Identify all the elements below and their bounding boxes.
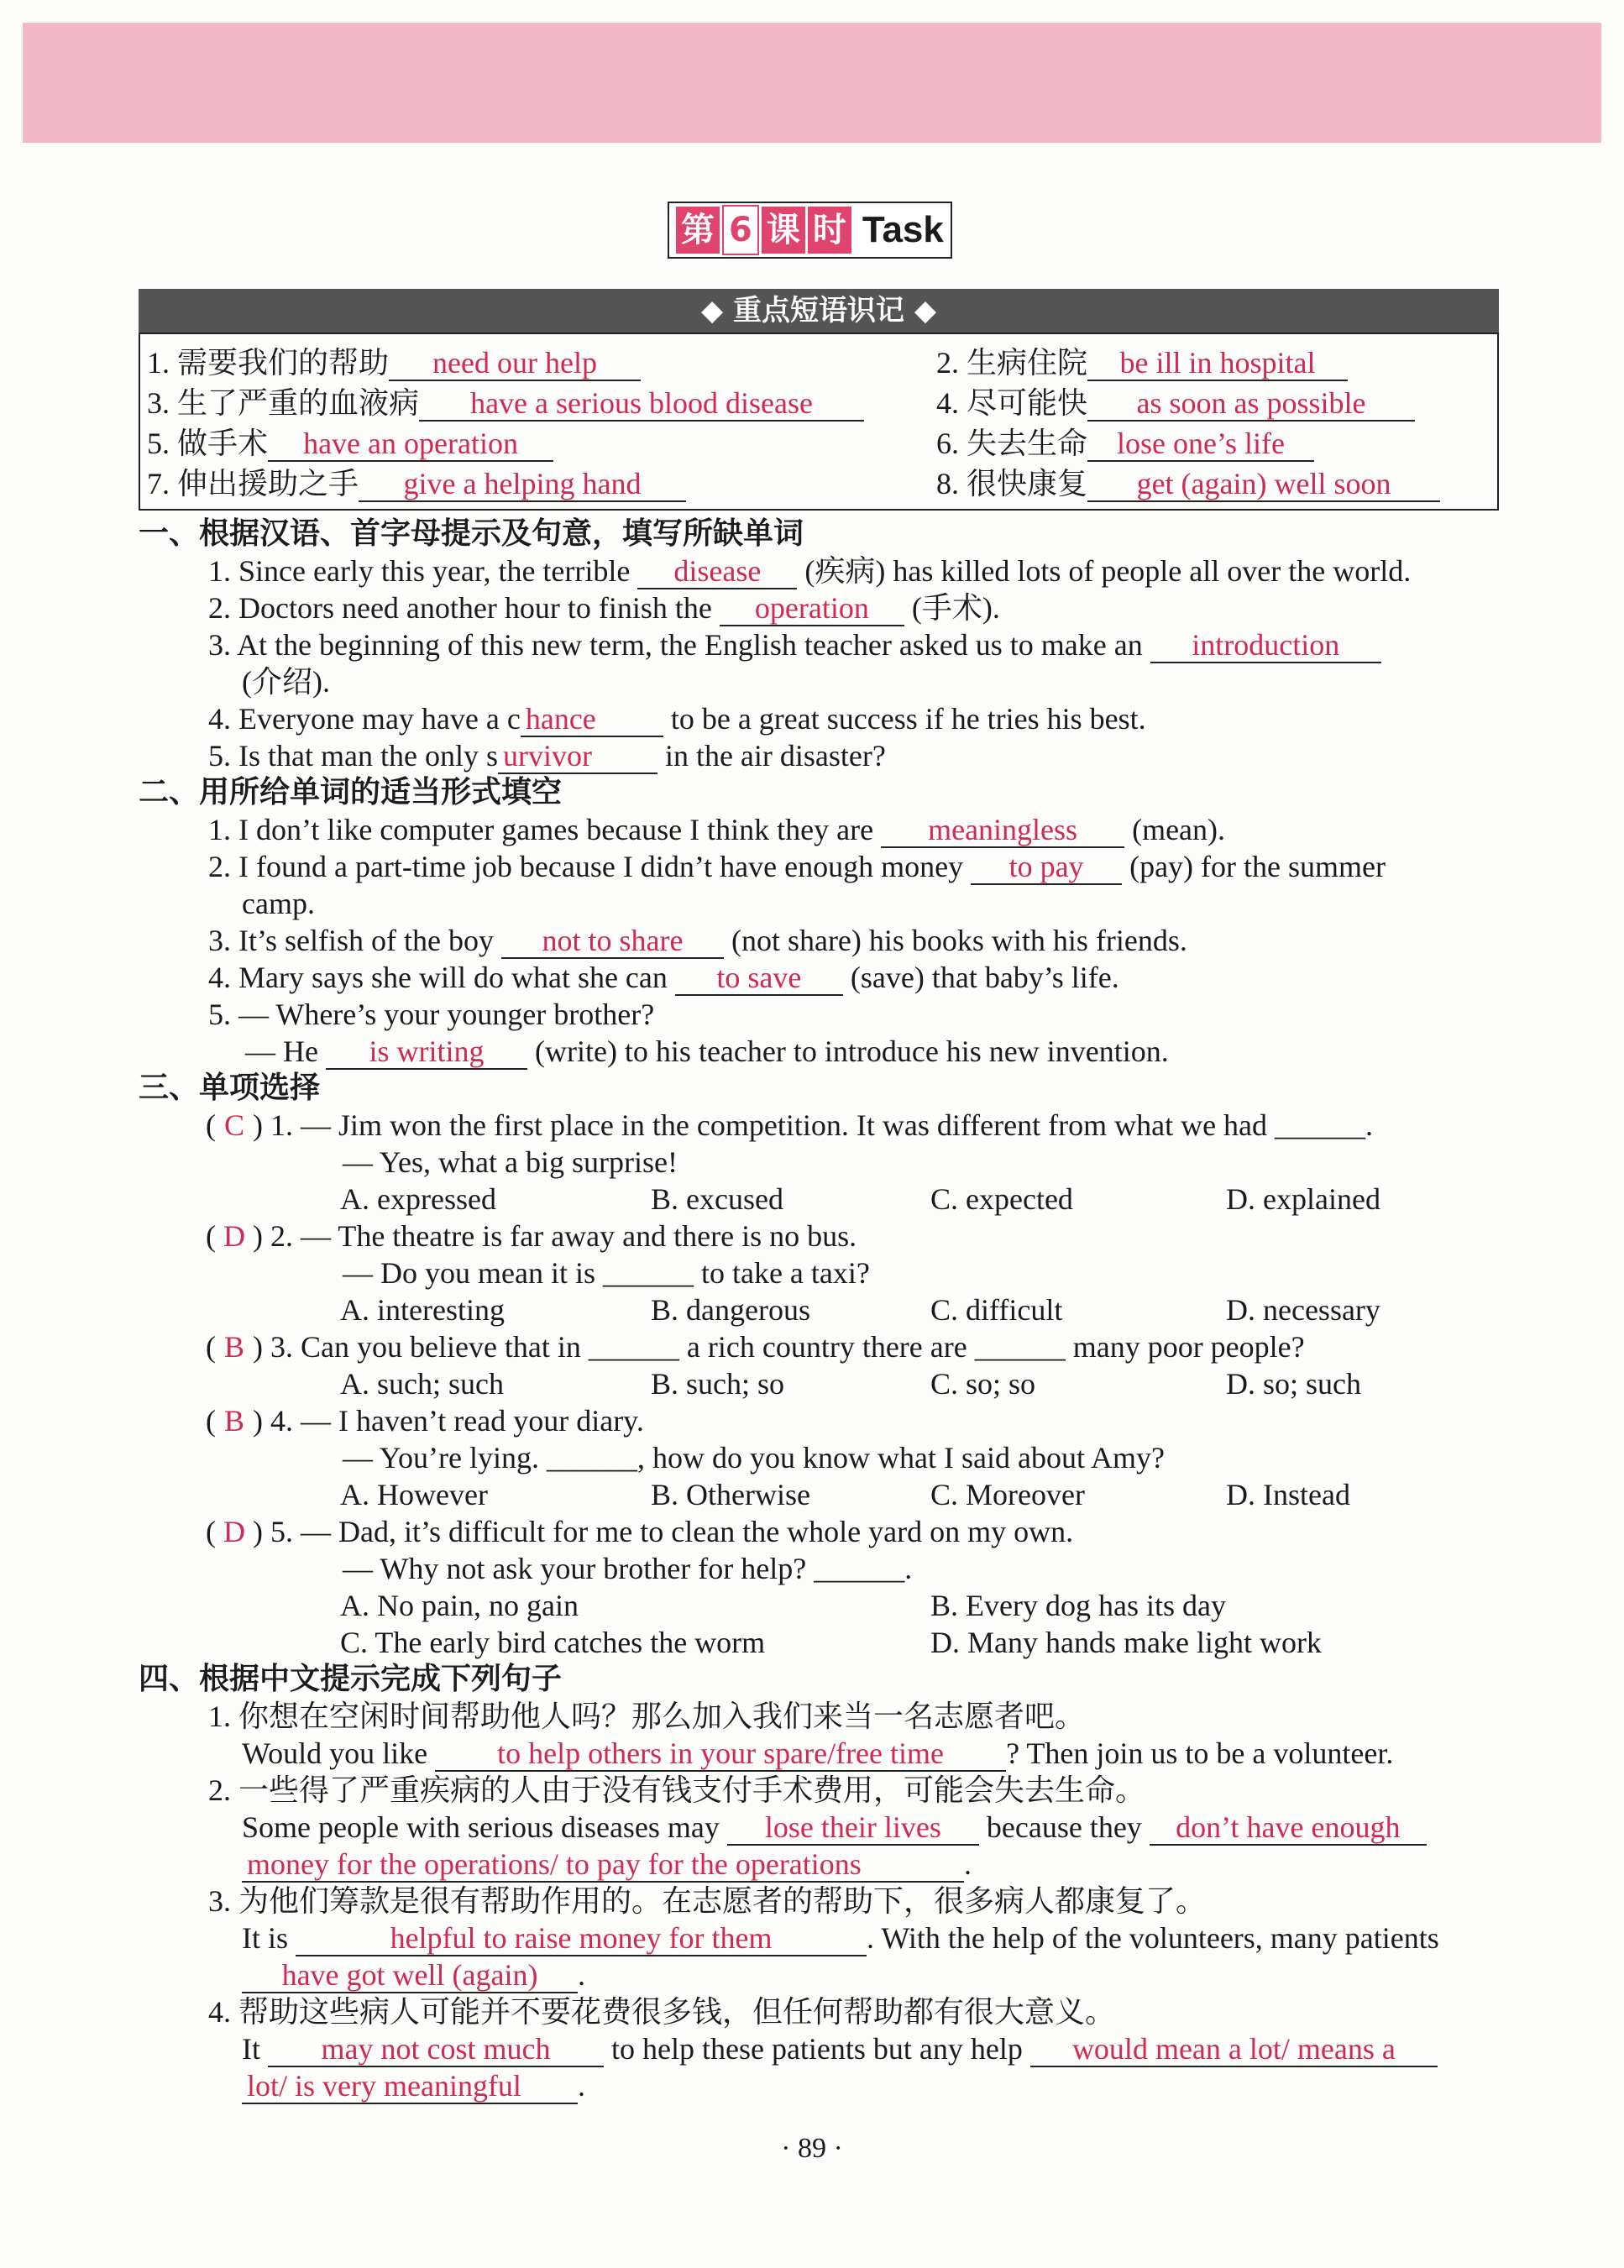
s2-q2-cont: camp. <box>242 887 315 920</box>
s2-q1-answer[interactable]: meaningless <box>881 813 1124 848</box>
section-2-heading: 二、用所给单词的适当形式填空 <box>139 775 563 809</box>
phrase-answer[interactable]: have an operation <box>268 427 553 462</box>
s4-q3-answer[interactable]: helpful to raise money for them <box>296 1921 867 1956</box>
phrase-answer[interactable]: give a helping hand <box>359 467 686 502</box>
mcq-option[interactable]: A. expressed <box>340 1182 496 1216</box>
s4-q3-cont: have got well (again) . <box>242 1956 585 1993</box>
mcq-option[interactable]: B. Otherwise <box>651 1478 810 1511</box>
mcq-option[interactable]: B. such; so <box>651 1367 785 1401</box>
title-char: 时 <box>808 207 851 254</box>
s1-q3: 3. At the beginning of this new term, the English teacher asked us to make an introduction <box>208 626 1381 663</box>
s1-q5-answer[interactable]: urvivor <box>498 739 657 774</box>
s4-q4-cont: lot/ is very meaningful . <box>242 2067 585 2104</box>
s1-q1-answer[interactable]: disease <box>637 554 797 589</box>
s4-q2-answer[interactable]: lose their lives <box>727 1810 979 1846</box>
s4-q4-answer3[interactable]: lot/ is very meaningful <box>242 2069 578 2104</box>
mcq-option[interactable]: C. expected <box>930 1182 1073 1216</box>
mcq-2: ( D ) 2. — The theatre is far away and there is no bus. <box>206 1219 857 1253</box>
lesson-title <box>668 202 952 259</box>
s4-q1-chinese: 1. 你想在空闲时间帮助他人吗？那么加入我们来当一名志愿者吧。 <box>208 1700 1086 1733</box>
title-char: 课 <box>762 207 805 254</box>
mcq-option[interactable]: B. excused <box>651 1182 783 1216</box>
s1-q3-cont: (介绍). <box>242 665 330 699</box>
s1-q4-answer[interactable]: hance <box>521 702 663 737</box>
s4-q4: It may not cost much to help these patients but any help would mean a lot/ means a <box>242 2030 1438 2067</box>
mcq-option[interactable]: A. such; such <box>340 1367 504 1401</box>
s4-q1-answer[interactable]: to help others in your spare/free time <box>435 1736 1006 1772</box>
phrase-answer[interactable]: have a serious blood disease <box>419 386 864 422</box>
s4-q2: Some people with serious diseases may lose their lives because they don’t have enough <box>242 1809 1427 1846</box>
phrase-item: 8. 很快康复 get (again) well soon <box>936 465 1440 502</box>
mcq-answer[interactable]: C <box>223 1108 244 1142</box>
mcq-2-stem2: — Do you mean it is ______ to take a taxi? <box>343 1256 870 1290</box>
s4-q2-answer2[interactable]: don’t have enough <box>1150 1810 1427 1846</box>
mcq-answer[interactable]: B <box>223 1330 244 1364</box>
phrase-item: 6. 失去生命 lose one’s life <box>936 425 1314 462</box>
s4-q1: Would you like to help others in your spare/free time ? Then join us to be a volunteer. <box>242 1736 1394 1770</box>
phrase-answer[interactable]: as soon as possible <box>1087 386 1415 422</box>
s4-q3-answer2[interactable]: have got well (again) <box>242 1958 578 1993</box>
mcq-answer[interactable]: D <box>223 1515 245 1548</box>
mcq-4-stem2: — You’re lying. ______, how do you know what I said about Amy? <box>343 1441 1165 1474</box>
mcq-option[interactable]: C. difficult <box>930 1293 1063 1327</box>
mcq-4: ( B ) 4. — I haven’t read your diary. <box>206 1404 644 1438</box>
mcq-5-stem2: — Why not ask your brother for help? ______. <box>343 1552 913 1585</box>
phrase-item: 5. 做手术 have an operation <box>147 425 553 462</box>
s2-q3: 3. It’s selfish of the boy not to share (not share) his books with his friends. <box>208 924 1187 957</box>
s2-q4-answer[interactable]: to save <box>675 961 843 996</box>
phrases-header: ◆ 重点短语识记 ◆ <box>139 289 1499 333</box>
s2-q5a: 5. — Where’s your younger brother? <box>208 998 655 1031</box>
phrase-item: 4. 尽可能快 as soon as possible <box>936 385 1415 422</box>
phrase-item: 1. 需要我们的帮助 need our help <box>147 344 641 381</box>
phrase-item: 7. 伸出援助之手 give a helping hand <box>147 465 686 502</box>
mcq-option[interactable]: A. No pain, no gain <box>340 1589 579 1622</box>
s4-q4-chinese: 4. 帮助这些病人可能并不要花费很多钱，但任何帮助都有很大意义。 <box>208 1995 1116 2029</box>
mcq-option[interactable]: D. Many hands make light work <box>930 1626 1322 1659</box>
s4-q2-cont: money for the operations/ to pay for the operations . <box>242 1846 972 1883</box>
phrase-item: 2. 生病住院 be ill in hospital <box>936 344 1348 381</box>
mcq-option[interactable]: C. so; so <box>930 1367 1036 1401</box>
s2-q5: — He is writing (write) to his teacher to introduce his new invention. <box>245 1034 1169 1068</box>
page-number: · 89 · <box>781 2133 843 2164</box>
mcq-5: ( D ) 5. — Dad, it’s difficult for me to clean the whole yard on my own. <box>206 1515 1074 1548</box>
mcq-option[interactable]: B. Every dog has its day <box>930 1589 1226 1622</box>
s2-q5-answer[interactable]: is writing <box>326 1034 527 1070</box>
phrase-answer[interactable]: be ill in hospital <box>1087 346 1348 381</box>
section-4-heading: 四、根据中文提示完成下列句子 <box>139 1662 563 1696</box>
phrase-item: 3. 生了严重的血液病 have a serious blood disease <box>147 385 864 422</box>
mcq-1-stem2: — Yes, what a big surprise! <box>343 1145 678 1179</box>
s2-q3-answer[interactable]: not to share <box>501 924 724 959</box>
title-lesson-number: 6 <box>722 205 759 255</box>
s1-q1: 1. Since early this year, the terrible disease (疾病) has killed lots of people all over the world. <box>208 554 1412 588</box>
s2-q4: 4. Mary says she will do what she can to save (save) that baby’s life. <box>208 961 1119 994</box>
s4-q4-answer[interactable]: may not cost much <box>268 2032 604 2067</box>
s4-q3: It is helpful to raise money for them . With the help of the volunteers, many patients <box>242 1921 1439 1955</box>
phrase-answer[interactable]: lose one’s life <box>1087 427 1314 462</box>
title-task: Task <box>862 209 944 250</box>
mcq-answer[interactable]: D <box>223 1219 245 1253</box>
title-char: 第 <box>676 207 720 254</box>
mcq-option[interactable]: A. However <box>340 1478 488 1511</box>
mcq-option[interactable]: C. Moreover <box>930 1478 1085 1511</box>
phrase-answer[interactable]: get (again) well soon <box>1087 467 1440 502</box>
mcq-1: ( C ) 1. — Jim won the first place in the competition. It was different from what we had ______. <box>206 1108 1374 1142</box>
s1-q2-answer[interactable]: operation <box>720 591 904 626</box>
mcq-option[interactable]: C. The early bird catches the worm <box>340 1626 766 1659</box>
s2-q1: 1. I don’t like computer games because I think they are meaningless (mean). <box>208 813 1226 846</box>
phrase-answer[interactable]: need our help <box>389 346 641 381</box>
s1-q3-answer[interactable]: introduction <box>1150 628 1381 663</box>
mcq-answer[interactable]: B <box>223 1404 244 1438</box>
s1-q2: 2. Doctors need another hour to finish the operation (手术). <box>208 591 1000 625</box>
s4-q2-answer3[interactable]: money for the operations/ to pay for the operations <box>242 1847 964 1883</box>
s2-q2: 2. I found a part-time job because I didn’t have enough money to pay (pay) for the summer <box>208 850 1386 883</box>
mcq-option[interactable]: B. dangerous <box>651 1293 810 1327</box>
mcq-option[interactable]: D. explained <box>1226 1182 1380 1216</box>
s4-q3-chinese: 3. 为他们筹款是很有帮助作用的。在志愿者的帮助下，很多病人都康复了。 <box>208 1884 1207 1918</box>
mcq-option[interactable]: D. necessary <box>1226 1293 1380 1327</box>
s2-q2-answer[interactable]: to pay <box>971 850 1122 885</box>
s1-q5: 5. Is that man the only s urvivor in the air disaster? <box>208 739 886 773</box>
s1-q4: 4. Everyone may have a c hance to be a great success if he tries his best. <box>208 702 1146 736</box>
mcq-option[interactable]: D. Instead <box>1226 1478 1350 1511</box>
mcq-option[interactable]: A. interesting <box>340 1293 505 1327</box>
section-1-heading: 一、根据汉语、首字母提示及句意，填写所缺单词 <box>139 516 804 551</box>
mcq-3: ( B ) 3. Can you believe that in ______ a rich country there are ______ many poor people? <box>206 1330 1305 1364</box>
s4-q2-chinese: 2. 一些得了严重疾病的人由于没有钱支付手术费用，可能会失去生命。 <box>208 1773 1146 1807</box>
mcq-option[interactable]: D. so; such <box>1226 1367 1361 1401</box>
section-3-heading: 三、单项选择 <box>139 1071 321 1105</box>
s4-q4-answer2[interactable]: would mean a lot/ means a <box>1030 2032 1438 2067</box>
